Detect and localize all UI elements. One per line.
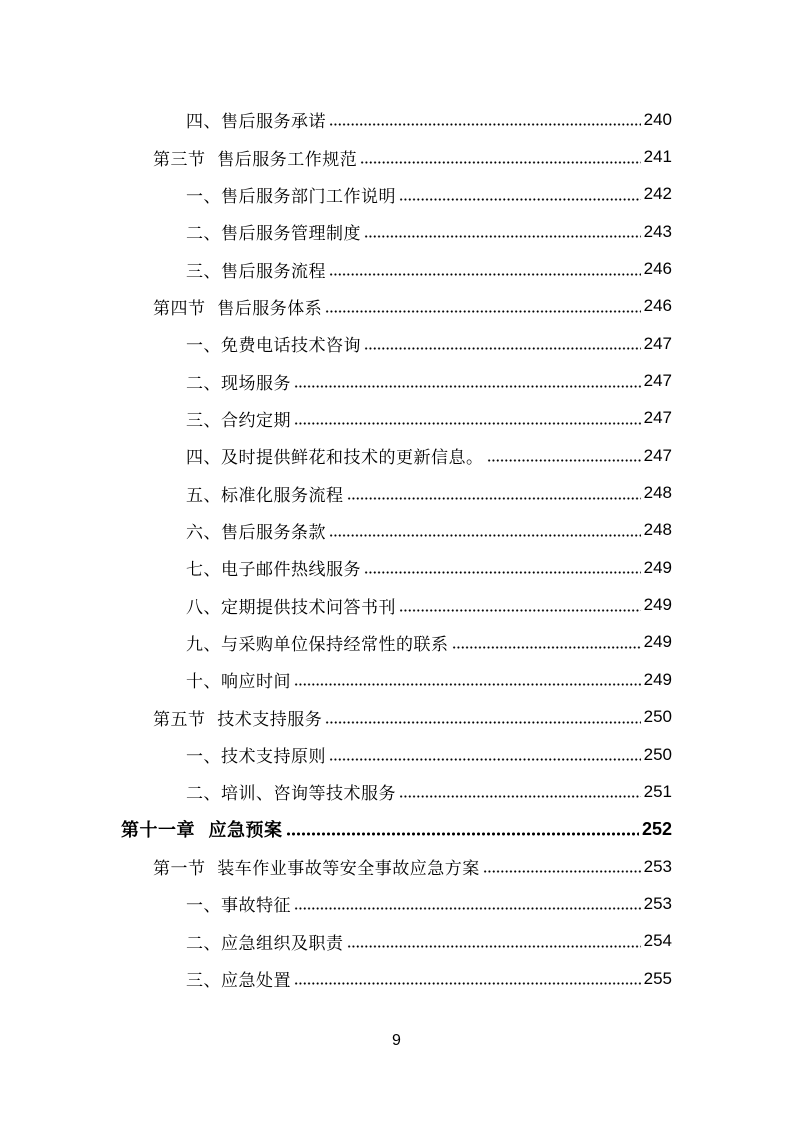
toc-entry-title: 三、应急处置 (186, 971, 291, 992)
toc-entry-title: 十、响应时间 (186, 672, 291, 693)
toc-dot-leader (360, 161, 640, 164)
toc-entry-title: 九、与采购单位保持经常性的联系 (186, 634, 449, 655)
toc-entry-title: 二、现场服务 (186, 373, 291, 394)
toc-dot-leader (329, 758, 641, 761)
toc-entry[interactable] (0, 176, 793, 213)
toc-entry-title: 六、售后服务条款 (186, 522, 326, 543)
toc-dot-leader (325, 721, 640, 724)
toc-entry-page: 249 (643, 557, 672, 577)
toc-entry[interactable] (0, 400, 793, 437)
toc-entry[interactable] (0, 661, 793, 698)
toc-entry-page: 246 (643, 296, 672, 316)
toc-entry-page: 251 (643, 781, 672, 801)
toc-entry[interactable] (0, 624, 793, 661)
toc-entry-title: 第四节 售后服务体系 (153, 298, 323, 319)
toc-dot-leader (347, 497, 641, 500)
toc-dot-leader (294, 907, 641, 910)
toc-entry[interactable] (0, 437, 793, 474)
toc-dot-leader (294, 982, 641, 985)
toc-dot-leader (286, 832, 639, 836)
toc-entry-page: 249 (643, 595, 672, 615)
toc-dot-leader (364, 571, 641, 574)
toc-dot-leader (364, 347, 641, 350)
table-of-contents (0, 101, 793, 997)
toc-dot-leader (329, 273, 641, 276)
toc-dot-leader (364, 235, 641, 238)
toc-entry[interactable] (0, 250, 793, 287)
toc-entry-title: 四、售后服务承诺 (186, 112, 326, 133)
toc-dot-leader (329, 123, 641, 126)
toc-entry[interactable] (0, 699, 793, 736)
toc-entry-title: 三、合约定期 (186, 410, 291, 431)
toc-entry-page: 246 (643, 259, 672, 279)
toc-entry-page: 247 (643, 408, 672, 428)
toc-dot-leader (399, 795, 641, 798)
toc-entry-page: 247 (643, 371, 672, 391)
toc-entry-title: 一、技术支持原则 (186, 747, 326, 768)
toc-entry[interactable] (0, 960, 793, 997)
toc-entry-title: 第三节 售后服务工作规范 (153, 149, 358, 170)
toc-entry-page: 247 (643, 333, 672, 353)
toc-entry-page: 248 (643, 520, 672, 540)
toc-entry-title: 四、及时提供鲜花和技术的更新信息。 (186, 448, 484, 469)
toc-entry[interactable] (0, 736, 793, 773)
toc-dot-leader (399, 609, 641, 612)
toc-entry[interactable] (0, 923, 793, 960)
toc-entry-page: 255 (643, 968, 672, 988)
toc-entry-page: 242 (643, 184, 672, 204)
toc-entry-title: 一、免费电话技术咨询 (186, 336, 361, 357)
toc-entry-title: 第五节 技术支持服务 (153, 709, 323, 730)
toc-entry[interactable] (0, 288, 793, 325)
toc-entry[interactable] (0, 101, 793, 138)
toc-entry-page: 248 (643, 483, 672, 503)
toc-entry-title: 二、售后服务管理制度 (186, 224, 361, 245)
toc-entry-title: 一、售后服务部门工作说明 (186, 186, 396, 207)
toc-entry-page: 253 (643, 856, 672, 876)
toc-entry-title: 第十一章 应急预案 (121, 820, 283, 842)
toc-dot-leader (325, 310, 640, 313)
toc-entry[interactable] (0, 848, 793, 885)
toc-entry[interactable] (0, 138, 793, 175)
toc-entry-title: 七、电子邮件热线服务 (186, 560, 361, 581)
toc-entry[interactable] (0, 549, 793, 586)
toc-entry[interactable] (0, 885, 793, 922)
toc-dot-leader (347, 945, 641, 948)
toc-dot-leader (294, 422, 641, 425)
toc-entry[interactable] (0, 362, 793, 399)
toc-entry[interactable] (0, 325, 793, 362)
toc-entry[interactable] (0, 474, 793, 511)
toc-entry[interactable] (0, 773, 793, 810)
toc-entry-title: 第一节 装车作业事故等安全事故应急方案 (153, 859, 480, 880)
toc-entry-page: 254 (643, 931, 672, 951)
page-number: 9 (392, 1032, 401, 1049)
toc-dot-leader (329, 534, 641, 537)
toc-dot-leader (399, 198, 641, 201)
toc-dot-leader (487, 459, 641, 462)
toc-entry[interactable] (0, 213, 793, 250)
toc-entry-title: 二、应急组织及职责 (186, 933, 344, 954)
toc-dot-leader (483, 870, 641, 873)
toc-entry[interactable] (0, 512, 793, 549)
toc-entry-page: 240 (643, 109, 672, 129)
toc-entry-title: 五、标准化服务流程 (186, 485, 344, 506)
toc-entry-page: 247 (643, 445, 672, 465)
toc-entry-title: 一、事故特征 (186, 896, 291, 917)
toc-entry-page: 253 (643, 893, 672, 913)
toc-entry-page: 250 (643, 707, 672, 727)
toc-entry-title: 二、培训、咨询等技术服务 (186, 784, 396, 805)
toc-dot-leader (294, 683, 641, 686)
toc-entry[interactable] (0, 586, 793, 623)
toc-entry-title: 三、售后服务流程 (186, 261, 326, 282)
toc-entry-page: 241 (643, 147, 672, 167)
toc-entry-page: 243 (643, 221, 672, 241)
toc-entry-page: 250 (643, 744, 672, 764)
toc-entry-title: 八、定期提供技术问答书刊 (186, 597, 396, 618)
toc-entry-page: 249 (643, 669, 672, 689)
toc-entry-page: 249 (643, 632, 672, 652)
toc-entry-page: 252 (641, 818, 672, 839)
toc-entry[interactable] (0, 811, 793, 848)
toc-dot-leader (294, 385, 641, 388)
toc-dot-leader (452, 646, 641, 649)
